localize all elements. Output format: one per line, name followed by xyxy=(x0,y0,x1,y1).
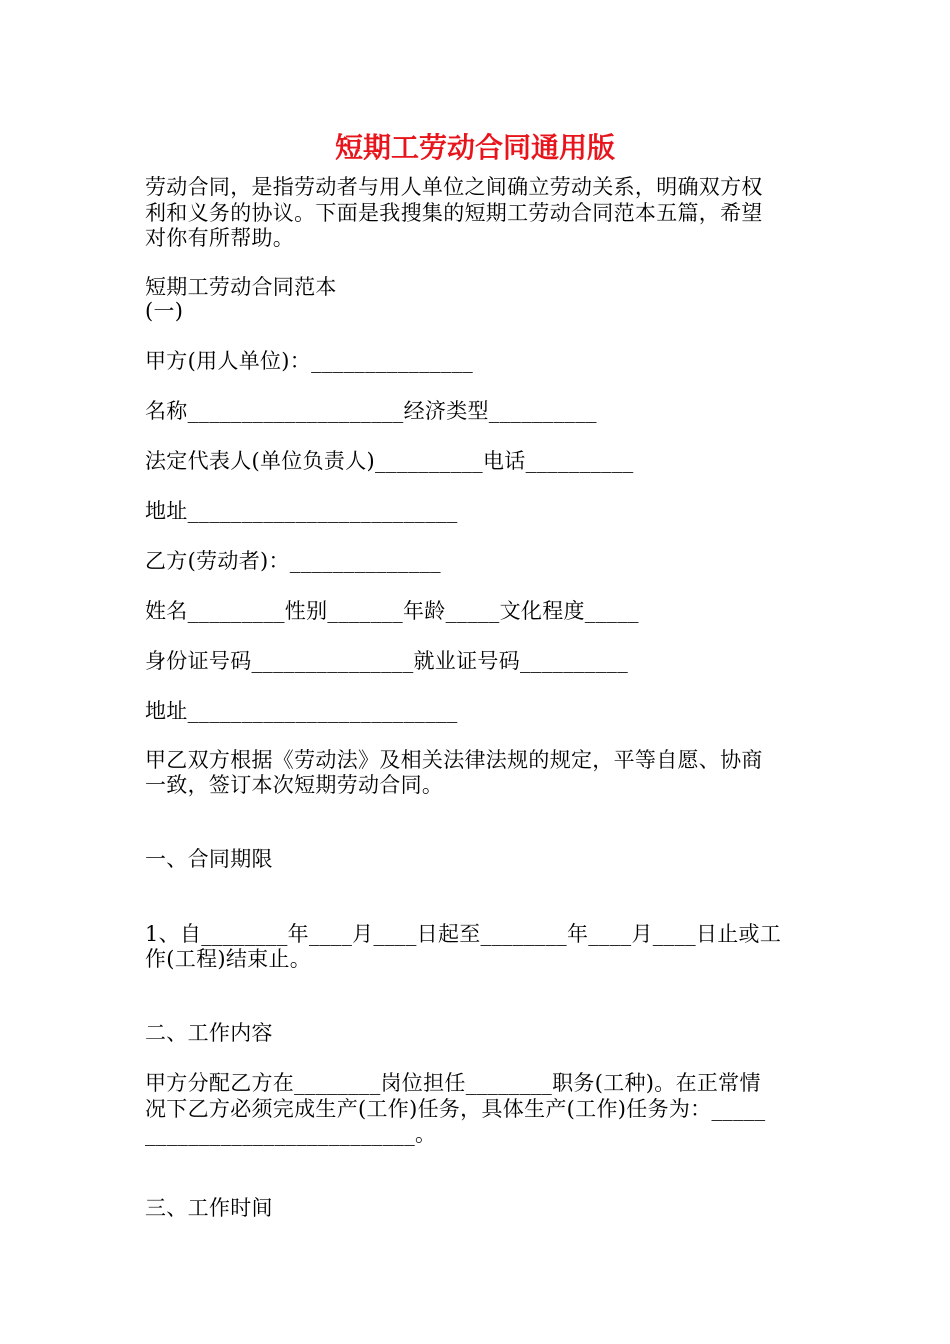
intro-line-1: 劳动合同，是指劳动者与用人单位之间确立劳动关系，明确双方权 xyxy=(145,175,763,199)
term-line-1: 1、自________年____月____日起至________年____月____日止或工 xyxy=(145,922,782,946)
document-title: 短期工劳动合同通用版 xyxy=(334,131,615,164)
work-content-line-3: _________________________。 xyxy=(145,1122,437,1146)
work-content-line-2: 况下乙方必须完成生产(工作)任务，具体生产(工作)任务为：_____ xyxy=(145,1097,766,1121)
party-a-field: 甲方(用人单位)：_______________ xyxy=(145,349,474,373)
heading-work-time: 三、工作时间 xyxy=(145,1196,273,1220)
intro-line-2: 利和义务的协议。下面是我搜集的短期工劳动合同范本五篇，希望 xyxy=(145,201,763,225)
heading-contract-term: 一、合同期限 xyxy=(145,847,273,871)
name-type-field: 名称____________________经济类型__________ xyxy=(145,399,597,423)
section-number: (一) xyxy=(145,299,184,323)
work-content-line-1: 甲方分配乙方在________岗位担任________职务(工种)。在正常情 xyxy=(145,1071,761,1095)
address-field-b: 地址_________________________ xyxy=(145,699,458,723)
section-heading-template: 短期工劳动合同范本 xyxy=(145,275,337,299)
id-employment-field: 身份证号码_______________就业证号码__________ xyxy=(145,649,628,673)
address-field-a: 地址_________________________ xyxy=(145,499,458,523)
agreement-line-1: 甲乙双方根据《劳动法》及相关法律法规的规定，平等自愿、协商 xyxy=(145,748,763,772)
personal-info-field: 姓名_________性别_______年龄_____文化程度_____ xyxy=(145,599,639,623)
representative-phone-field: 法定代表人(单位负责人)__________电话__________ xyxy=(145,449,634,473)
intro-line-3: 对你有所帮助。 xyxy=(145,226,295,250)
party-b-field: 乙方(劳动者)：______________ xyxy=(145,549,441,573)
heading-work-content: 二、工作内容 xyxy=(145,1021,273,1045)
agreement-line-2: 一致，签订本次短期劳动合同。 xyxy=(145,773,444,797)
term-line-2: 作(工程)结束止。 xyxy=(145,947,312,971)
